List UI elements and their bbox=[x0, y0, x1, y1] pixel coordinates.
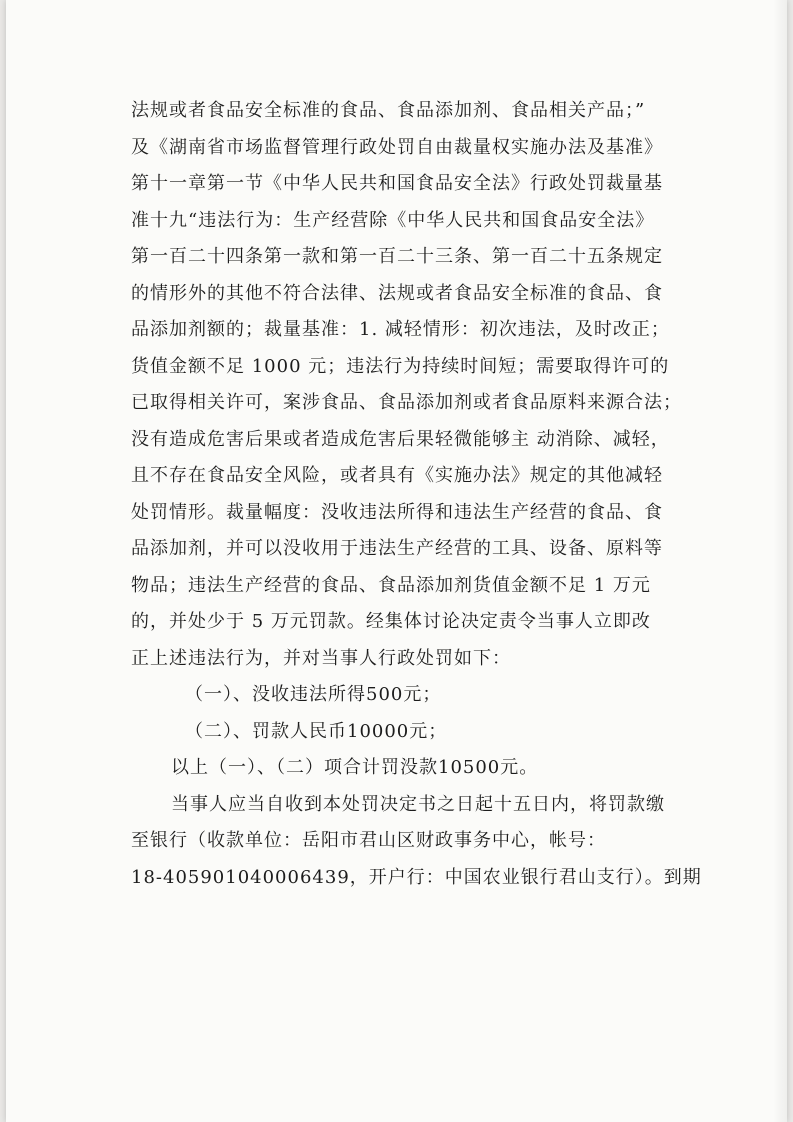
text-line: 品添加剂，并可以没收用于违法生产经营的工具、设备、原料等 bbox=[131, 538, 663, 559]
text-line: 处罚情形。裁量幅度：没收违法所得和违法生产经营的食品、食 bbox=[131, 501, 663, 523]
text-line: 至银行（收款单位：岳阳市君山区财政事务中心，帐号： bbox=[131, 830, 606, 851]
document-body bbox=[131, 93, 702, 896]
text-line: 货值金额不足 1000 元；违法行为持续时间短；需要取得许可的 bbox=[131, 355, 670, 377]
text-line: 已取得相关许可，案涉食品、食品添加剂或者食品原料来源合法； bbox=[131, 392, 682, 413]
text-line: 品添加剂额的；裁量基准：1. 减轻情形：初次违法，及时改正； bbox=[131, 319, 670, 340]
penalty-total: 以上（一）、（二）项合计罚没款10500元。 bbox=[171, 757, 539, 778]
document-page bbox=[6, 0, 787, 1122]
text-line: 的情形外的其他不符合法律、法规或者食品安全标准的食品、食 bbox=[131, 282, 663, 304]
text-line: 且不存在食品安全风险，或者具有《实施办法》规定的其他减轻 bbox=[131, 465, 663, 486]
paragraph-start: 当事人应当自收到本处罚决定书之日起十五日内，将罚款缴 bbox=[171, 793, 665, 815]
penalty-item-2: （二）、罚款人民币10000元； bbox=[185, 720, 448, 742]
text-line: 第一百二十四条第一款和第一百二十三条、第一百二十五条规定 bbox=[131, 246, 663, 267]
text-line: 准十九“违法行为：生产经营除《中华人民共和国食品安全法》 bbox=[131, 209, 655, 231]
text-line: 第十一章第一节《中华人民共和国食品安全法》行政处罚裁量基 bbox=[131, 173, 663, 194]
text-line: 物品；违法生产经营的食品、食品添加剂货值金额不足 1 万元 bbox=[131, 574, 651, 596]
text-line: 的，并处少于 5 万元罚款。经集体讨论决定责令当事人立即改 bbox=[131, 611, 651, 632]
text-line: 及《湖南省市场监督管理行政处罚自由裁量权实施办法及基准》 bbox=[131, 136, 663, 158]
text-line: 没有造成危害后果或者造成危害后果轻微能够主 动消除、减轻， bbox=[131, 428, 670, 450]
text-line: 正上述违法行为，并对当事人行政处罚如下： bbox=[131, 647, 511, 669]
penalty-item-1: （一）、没收违法所得500元； bbox=[185, 684, 442, 705]
text-line: 法规或者食品安全标准的食品、食品添加剂、食品相关产品；” bbox=[131, 100, 646, 121]
text-line: 18-405901040006439，开户行：中国农业银行君山支行）。到期 bbox=[131, 866, 702, 888]
